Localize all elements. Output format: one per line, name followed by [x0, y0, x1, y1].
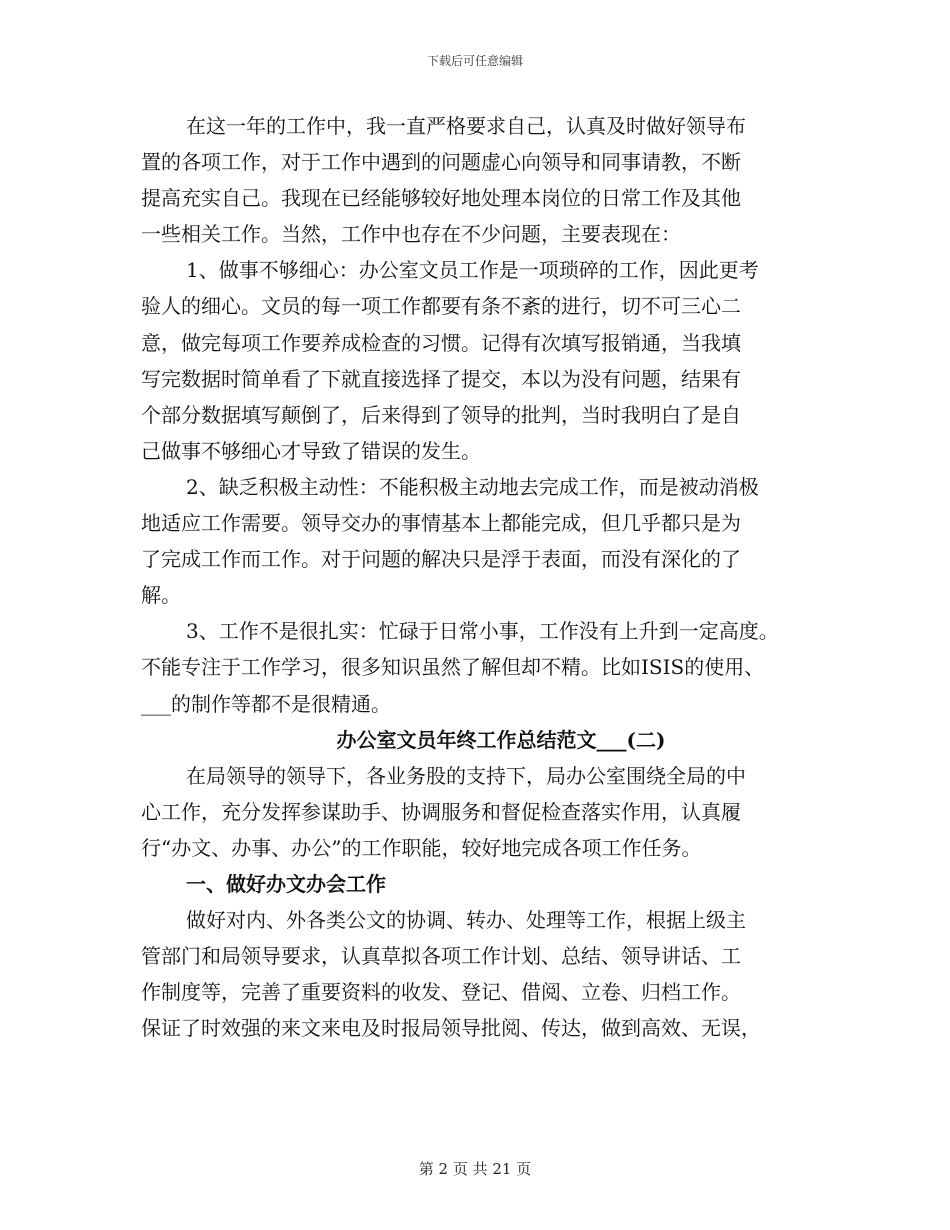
section-title: 办公室文员年终工作总结范文___(二) [336, 727, 666, 752]
paragraph-line: 验人的细心。文员的每一项工作都要有条不紊的进行，切不可三心二 [141, 294, 741, 319]
paragraph-line: 不能专注于工作学习，很多知识虽然了解但却不精。比如ISIS的使用、 [141, 655, 765, 680]
paragraph-line: 3、工作不是很扎实：忙碌于日常小事，工作没有上升到一定高度。 [186, 619, 779, 644]
paragraph-line: 置的各项工作，对于工作中遇到的问题虚心向领导和同事请教，不断 [141, 150, 741, 175]
paragraph-line: 写完数据时简单看了下就直接选择了提交，本以为没有问题，结果有 [141, 366, 741, 391]
paragraph-line: 行“办文、办事、办公”的工作职能，较好地完成各项工作任务。 [141, 835, 702, 860]
page-header: 下载后可任意编辑 [426, 54, 523, 68]
paragraph-line: 解。 [141, 583, 181, 608]
page-footer: 第 2 页 共 21 页 [418, 1160, 532, 1178]
paragraph-line: 做好对内、外各类公文的协调、转办、处理等工作，根据上级主 [186, 908, 746, 933]
paragraph-line: 意，做完每项工作要养成检查的习惯。记得有次填写报销通，当我填 [141, 330, 741, 355]
paragraph-line: 1、做事不够细心：办公室文员工作是一项琐碎的工作，因此更考 [186, 258, 759, 283]
paragraph-line: 己做事不够细心才导致了错误的发生。 [141, 438, 481, 463]
paragraph-line: 保证了时效强的来文来电及时报局领导批阅、传达，做到高效、无误， [141, 1016, 761, 1041]
document-body [141, 108, 821, 1046]
paragraph-line: 提高充实自己。我现在已经能够较好地处理本岗位的日常工作及其他 [141, 186, 741, 211]
paragraph-line: 在局领导的领导下，各业务股的支持下，局办公室围绕全局的中 [186, 763, 746, 788]
paragraph-line: 个部分数据填写颠倒了，后来得到了领导的批判，当时我明白了是自 [141, 402, 741, 427]
paragraph-line: 心工作，充分发挥参谋助手、协调服务和督促检查落实作用，认真履 [141, 799, 741, 824]
paragraph-line: 一些相关工作。当然，工作中也存在不少问题，主要表现在： [141, 222, 681, 247]
paragraph-line: 管部门和局领导要求，认真草拟各项工作计划、总结、领导讲话、工 [141, 944, 741, 969]
paragraph-line: ___的制作等都不是很精通。 [141, 691, 391, 716]
paragraph-line: 了完成工作而工作。对于问题的解决只是浮于表面，而没有深化的了 [141, 547, 741, 572]
paragraph-line: 在这一年的工作中，我一直严格要求自己，认真及时做好领导布 [186, 114, 746, 138]
paragraph-line: 作制度等，完善了重要资料的收发、登记、借阅、立卷、归档工作。 [141, 980, 741, 1005]
paragraph-line: 地适应工作需要。领导交办的事情基本上都能完成，但几乎都只是为 [141, 511, 741, 536]
subsection-heading: 一、做好办文办会工作 [186, 871, 386, 896]
paragraph-line: 2、缺乏积极主动性：不能积极主动地去完成工作，而是被动消极 [186, 474, 759, 499]
